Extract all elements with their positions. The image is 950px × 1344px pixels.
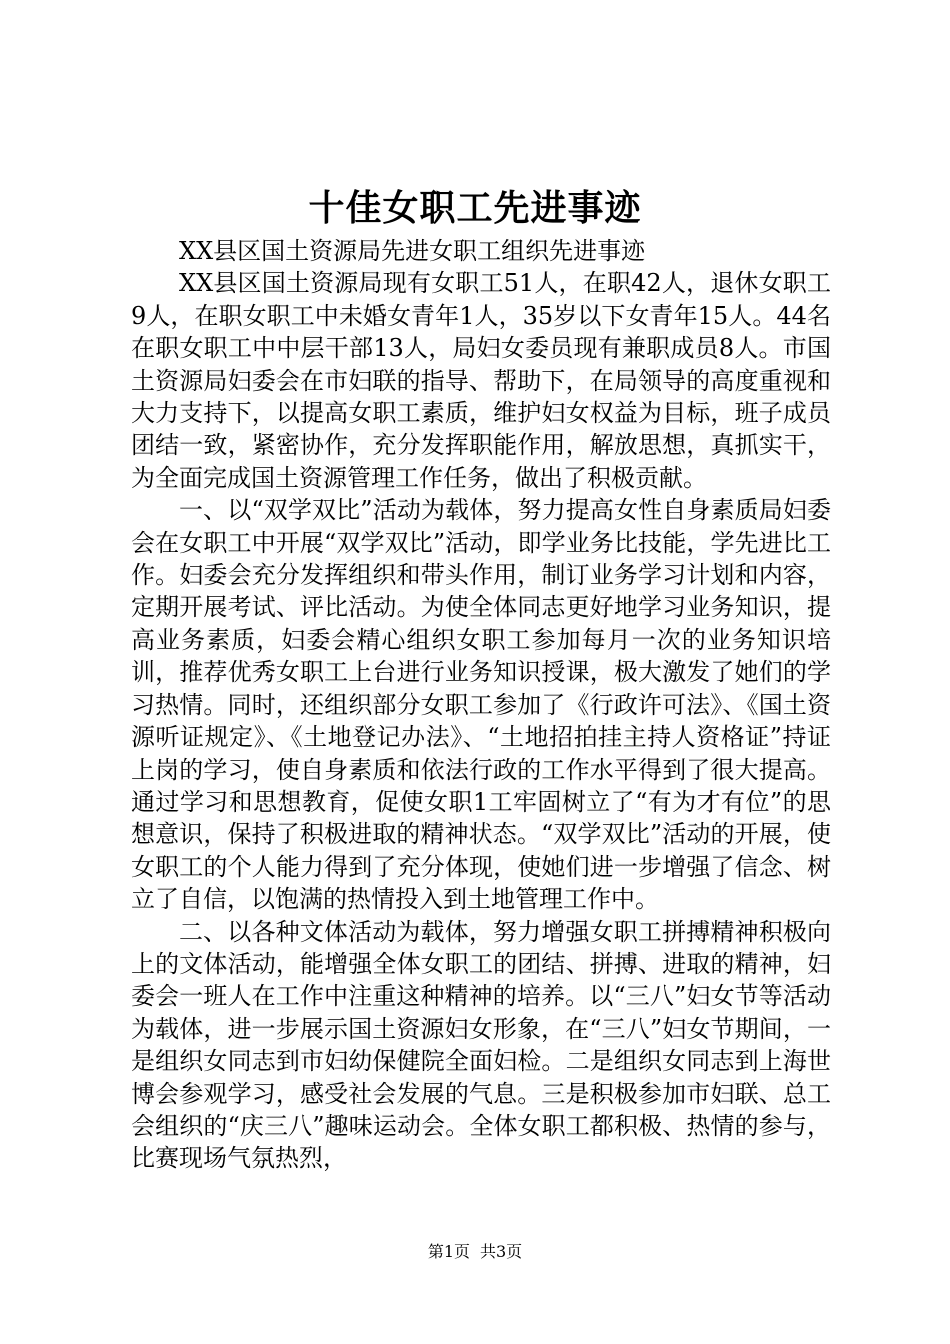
page-number: 第1页: [427, 1242, 470, 1261]
document-body: [131, 235, 831, 1175]
page-total: 共3页: [480, 1242, 523, 1261]
page-footer: [0, 1240, 950, 1264]
paragraph-subtitle: XX县区国土资源局先进女职工组织先进事迹: [179, 237, 646, 265]
paragraph-section-two: 二、以各种文体活动为载体，努力增强女职工拼搏精神积极向上的文体活动，能增强全体女职工的团结、拼搏、进取的精神，妇委会一班人在工作中注重这种精神的培养。以“三八”妇女节等活动为载体，进一步展示国土资源妇女形象，在“三八”妇女节期间，一是组织女同志到市妇幼保健院全面妇检。二是组织女同志到上海世博会参观学习，感受社会发展的气息。三是积极参加市妇联、总工会组织的“庆三八”趣味运动会。全体女职工都积极、热情的参与，比赛现场气氛热烈，: [131, 917, 831, 1173]
paragraph-intro: XX县区国土资源局现有女职工51人，在职42人，退休女职工9人，在职女职工中未婚女青年1人，35岁以下女青年15人。44名在职女职工中中层干部13人，局妇女委员现有兼职成员8人。市国土资源局妇委会在市妇联的指导、帮助下，在局领导的高度重视和大力支持下，以提高女职工素质，维护妇女权益为目标，班子成员团结一致，紧密协作，充分发挥职能作用，解放思想，真抓实干，为全面完成国土资源管理工作任务，做出了积极贡献。: [131, 269, 831, 492]
document-title: 十佳女职工先进事迹: [308, 187, 642, 229]
paragraph-section-one: 一、以“双学双比”活动为载体，努力提高女性自身素质局妇委会在女职工中开展“双学双比”活动，即学业务比技能，学先进比工作。妇委会充分发挥组织和带头作用，制订业务学习计划和内容，定期开展考试、评比活动。为使全体同志更好地学习业务知识，提高业务素质，妇委会精心组织女职工参加每月一次的业务知识培训，推荐优秀女职工上台进行业务知识授课，极大激发了她们的学习热情。同时，还组织部分女职工参加了《行政许可法》、《国土资源听证规定》、《土地登记办法》、“土地招拍挂主持人资格证”持证上岗的学习，使自身素质和依法行政的工作水平得到了很大提高。通过学习和思想教育，促使女职1工牢固树立了“有为才有位”的思想意识，保持了积极进取的精神状态。“双学双比”活动的开展，使女职工的个人能力得到了充分体现，使她们进一步增强了信念、树立了自信，以饱满的热情投入到土地管理工作中。: [131, 496, 831, 914]
